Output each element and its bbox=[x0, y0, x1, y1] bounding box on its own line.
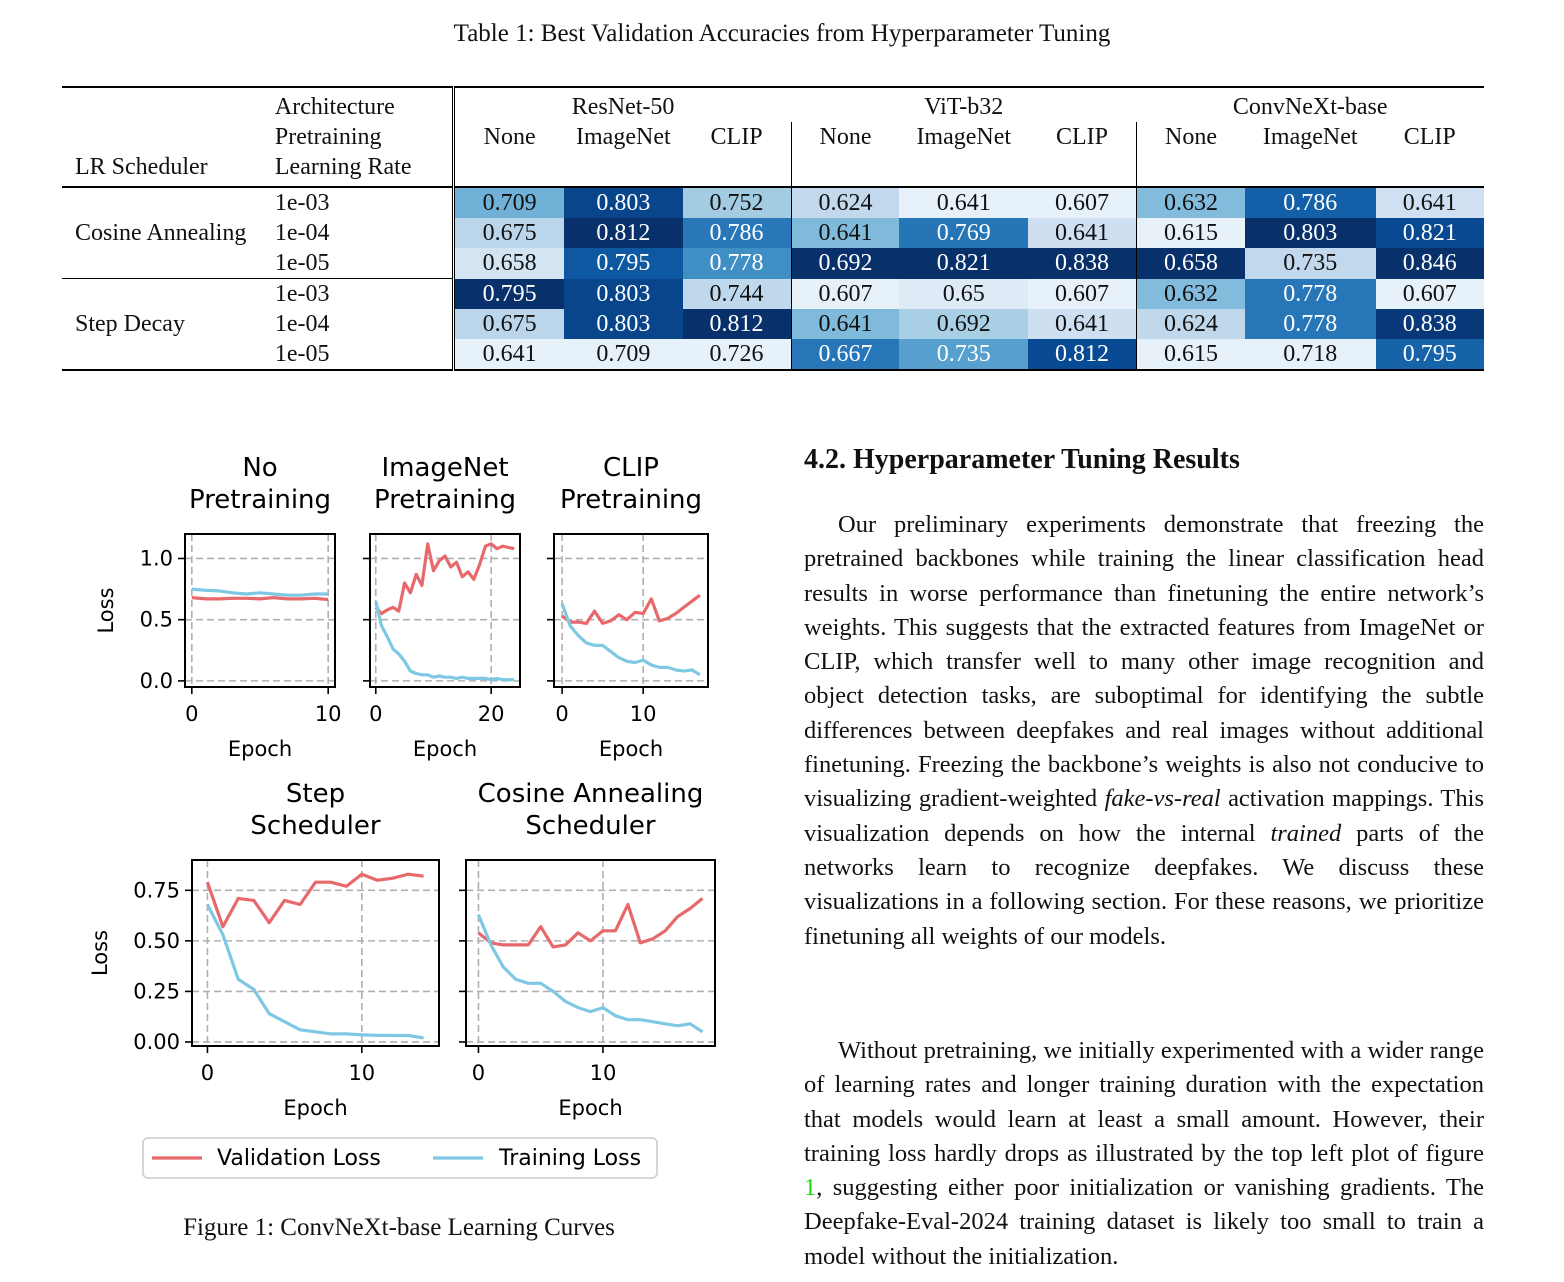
emphasis-trained: trained bbox=[1270, 819, 1342, 847]
accuracy-cell: 0.709 bbox=[454, 187, 564, 218]
plot-frame bbox=[185, 534, 335, 687]
y-tick-label: 0.5 bbox=[139, 607, 173, 632]
accuracy-cell: 0.641 bbox=[1376, 187, 1485, 218]
table-row bbox=[62, 279, 1484, 310]
learning-rate-cell: 1e-04 bbox=[274, 220, 330, 246]
section-title: 4.2. Hyperparameter Tuning Results bbox=[804, 444, 1240, 475]
paragraph-1: Our preliminary experiments demonstrate that freezing the pretrained backbones while training the linear classification head results in worse performance than finetuning the entire network’s weights. This suggests that the extracted features from ImageNet or CLIP, which transfer well to many other image recognition and object detection tasks, are suboptimal for identifying the subtle differences between deepfakes and real images without additional finetuning. Freezing the backbone’s weights is also not conducive to visualizing gradient-weighted fake-vs-real activation mappings. This visualization depends on how the internal trained parts of the networks learn to recognize deepfakes. We discuss these visualizations in a following section. For these reasons, we prioritize finetuning all weights of our models. bbox=[804, 511, 1484, 950]
header-vit-b32: ViT-b32 bbox=[791, 87, 1136, 122]
accuracy-cell: 0.615 bbox=[1137, 339, 1245, 370]
accuracy-cell: 0.641 bbox=[1028, 218, 1136, 248]
accuracy-cell: 0.624 bbox=[791, 187, 899, 218]
y-tick-label: 0.50 bbox=[133, 928, 180, 953]
accuracy-cell: 0.607 bbox=[1376, 279, 1485, 310]
accuracy-cell: 0.675 bbox=[454, 218, 564, 248]
accuracy-cell: 0.838 bbox=[1028, 248, 1136, 279]
chart-title: Step bbox=[285, 779, 346, 809]
x-axis-label: Epoch bbox=[412, 737, 478, 761]
accuracy-cell: 0.778 bbox=[683, 248, 791, 279]
accuracy-cell: 0.658 bbox=[454, 248, 564, 279]
chart-title: Scheduler bbox=[250, 811, 381, 841]
accuracy-cell: 0.615 bbox=[1137, 218, 1245, 248]
accuracy-cell: 0.795 bbox=[1376, 339, 1485, 370]
x-tick-label: 10 bbox=[629, 702, 657, 726]
x-tick-label: 10 bbox=[589, 1061, 617, 1085]
learning-rate-cell: 1e-03 bbox=[274, 190, 330, 216]
learning-rate-cell: 1e-05 bbox=[275, 339, 454, 370]
accuracy-cell: 0.709 bbox=[564, 339, 682, 370]
x-axis-label: Epoch bbox=[283, 1096, 348, 1120]
header-architecture: Architecture bbox=[275, 87, 454, 122]
header-pretrain-cell: ImageNet bbox=[1262, 124, 1358, 150]
accuracy-cell: 0.846 bbox=[1376, 248, 1485, 279]
accuracy-cell: 0.641 bbox=[454, 339, 564, 370]
x-tick-label: 0 bbox=[369, 702, 383, 726]
accuracy-cell: 0.786 bbox=[1245, 187, 1376, 218]
learning-rate-cell: 1e-05 bbox=[274, 250, 330, 276]
legend-training-label: Training Loss bbox=[499, 1146, 642, 1171]
figure-reference-link[interactable]: 1 bbox=[804, 1174, 817, 1202]
learning-rate-cell: 1e-03 bbox=[275, 279, 454, 310]
validation-loss-line bbox=[376, 544, 514, 614]
x-tick-label: 0 bbox=[471, 1061, 486, 1085]
accuracy-cell: 0.735 bbox=[899, 339, 1028, 370]
header-pretrain-cell: CLIP bbox=[710, 124, 763, 150]
emphasis-fake-vs-real: fake-vs-real bbox=[1104, 785, 1221, 813]
accuracy-cell: 0.812 bbox=[1028, 339, 1136, 370]
y-axis-label: Loss bbox=[88, 929, 112, 977]
accuracy-cell: 0.803 bbox=[1245, 218, 1376, 248]
accuracy-cell: 0.624 bbox=[1137, 309, 1245, 339]
accuracy-cell: 0.658 bbox=[1137, 248, 1245, 279]
table-body bbox=[62, 187, 1484, 370]
accuracy-cell: 0.726 bbox=[683, 339, 791, 370]
accuracy-cell: 0.607 bbox=[1028, 187, 1136, 218]
x-axis-label: Epoch bbox=[598, 737, 664, 761]
accuracy-cell: 0.803 bbox=[564, 279, 682, 310]
accuracy-cell: 0.632 bbox=[1137, 279, 1245, 310]
y-tick-label: 0.25 bbox=[133, 979, 180, 1004]
training-loss-line bbox=[376, 601, 514, 679]
header-pretrain-cell: CLIP bbox=[1056, 124, 1109, 150]
accuracy-cell: 0.752 bbox=[683, 187, 791, 218]
plot-frame bbox=[554, 534, 708, 687]
accuracy-cell: 0.641 bbox=[791, 218, 899, 248]
table-row bbox=[62, 218, 1484, 248]
validation-loss-line bbox=[478, 898, 702, 947]
chart-title: ImageNet bbox=[381, 453, 509, 483]
accuracy-cell: 0.795 bbox=[454, 279, 564, 310]
accuracy-cell: 0.778 bbox=[1245, 309, 1376, 339]
accuracy-cell: 0.744 bbox=[683, 279, 791, 310]
x-tick-label: 0 bbox=[185, 702, 199, 726]
accuracy-cell: 0.803 bbox=[564, 309, 682, 339]
scheduler-label: Step Decay bbox=[75, 311, 185, 337]
accuracy-cell: 0.821 bbox=[1376, 218, 1485, 248]
chart-title: No bbox=[242, 453, 278, 483]
x-tick-label: 10 bbox=[348, 1061, 376, 1085]
accuracy-cell: 0.692 bbox=[899, 309, 1028, 339]
accuracy-cell: 0.641 bbox=[791, 309, 899, 339]
y-tick-label: 1.0 bbox=[139, 546, 173, 571]
y-tick-label: 0.75 bbox=[133, 878, 180, 903]
learning-rate-cell: 1e-04 bbox=[274, 311, 330, 337]
header-resnet50: ResNet-50 bbox=[454, 87, 791, 122]
accuracy-cell: 0.735 bbox=[1245, 248, 1376, 279]
y-tick-label: 0.0 bbox=[139, 668, 173, 693]
x-axis-label: Epoch bbox=[558, 1096, 623, 1120]
x-tick-label: 20 bbox=[477, 702, 505, 726]
accuracy-cell: 0.812 bbox=[683, 309, 791, 339]
table-row bbox=[62, 309, 1484, 339]
header-lr-scheduler: LR Scheduler bbox=[62, 152, 275, 187]
accuracy-cell: 0.795 bbox=[564, 248, 682, 279]
chart-title: Pretraining bbox=[373, 485, 517, 515]
accuracy-cell: 0.821 bbox=[899, 248, 1028, 279]
header-learning-rate: Learning Rate bbox=[275, 152, 454, 187]
accuracy-cell: 0.778 bbox=[1245, 279, 1376, 310]
header-pretrain-cell: None bbox=[1137, 122, 1245, 152]
table-row bbox=[62, 248, 1484, 279]
chart-title: Cosine Annealing bbox=[477, 779, 704, 809]
table-row bbox=[62, 187, 1484, 218]
accuracy-cell: 0.838 bbox=[1376, 309, 1485, 339]
accuracy-cell: 0.812 bbox=[564, 218, 682, 248]
accuracy-cell: 0.667 bbox=[791, 339, 899, 370]
accuracy-cell: 0.641 bbox=[1028, 309, 1136, 339]
header-pretrain-cell: None bbox=[454, 122, 564, 152]
accuracy-cell: 0.65 bbox=[899, 279, 1028, 310]
plot-frame bbox=[466, 860, 715, 1046]
accuracy-cell: 0.718 bbox=[1245, 339, 1376, 370]
table-row bbox=[62, 339, 1484, 370]
validation-loss-line bbox=[207, 874, 423, 927]
header-convnext-base: ConvNeXt-base bbox=[1137, 87, 1485, 122]
header-pretrain-cell: None bbox=[791, 122, 899, 152]
accuracy-cell: 0.641 bbox=[899, 187, 1028, 218]
chart-title: Pretraining bbox=[188, 485, 332, 515]
accuracy-cell: 0.607 bbox=[1028, 279, 1136, 310]
accuracy-cell: 0.786 bbox=[683, 218, 791, 248]
header-pretraining: Pretraining bbox=[274, 124, 382, 150]
accuracy-cell: 0.675 bbox=[454, 309, 564, 339]
x-tick-label: 0 bbox=[200, 1061, 215, 1085]
accuracy-cell: 0.769 bbox=[899, 218, 1028, 248]
paragraph-2: Without pretraining, we initially experimented with a wider range of learning rates and longer training duration with the expectation that models would learn at least a small amount. However, their training loss hardly drops as illustrated by the top left plot of figure 1, suggesting either poor initialization or vanishing gradients. The Deepfake-Eval-2024 training dataset is likely too small to train a model without the initialization. bbox=[804, 1037, 1484, 1270]
scheduler-label: Cosine Annealing bbox=[75, 220, 247, 246]
chart-title: CLIP bbox=[603, 453, 659, 483]
y-tick-label: 0.00 bbox=[133, 1029, 180, 1054]
accuracy-cell: 0.632 bbox=[1137, 187, 1245, 218]
chart-title: Scheduler bbox=[525, 811, 656, 841]
figure-caption: Figure 1: ConvNeXt-base Learning Curves bbox=[183, 1214, 615, 1241]
header-pretrain-cell: ImageNet bbox=[916, 124, 1012, 150]
training-loss-line bbox=[478, 915, 702, 1032]
results-table bbox=[62, 86, 1484, 371]
x-tick-label: 0 bbox=[555, 702, 569, 726]
learning-curves-figure bbox=[62, 450, 742, 1190]
accuracy-cell: 0.692 bbox=[791, 248, 899, 279]
header-pretrain-cell: ImageNet bbox=[576, 124, 671, 150]
y-axis-label: Loss bbox=[94, 587, 118, 634]
accuracy-cell: 0.607 bbox=[791, 279, 899, 310]
chart-title: Pretraining bbox=[559, 485, 703, 515]
table-caption: Table 1: Best Validation Accuracies from Hyperparameter Tuning bbox=[453, 20, 1111, 47]
training-loss-line bbox=[207, 905, 423, 1038]
x-axis-label: Epoch bbox=[227, 737, 293, 761]
accuracy-cell: 0.803 bbox=[564, 187, 682, 218]
legend-validation-label: Validation Loss bbox=[217, 1146, 381, 1171]
training-loss-line bbox=[192, 589, 328, 595]
x-tick-label: 10 bbox=[314, 702, 342, 726]
validation-loss-line bbox=[192, 598, 328, 600]
header-pretrain-cell: CLIP bbox=[1403, 124, 1456, 150]
